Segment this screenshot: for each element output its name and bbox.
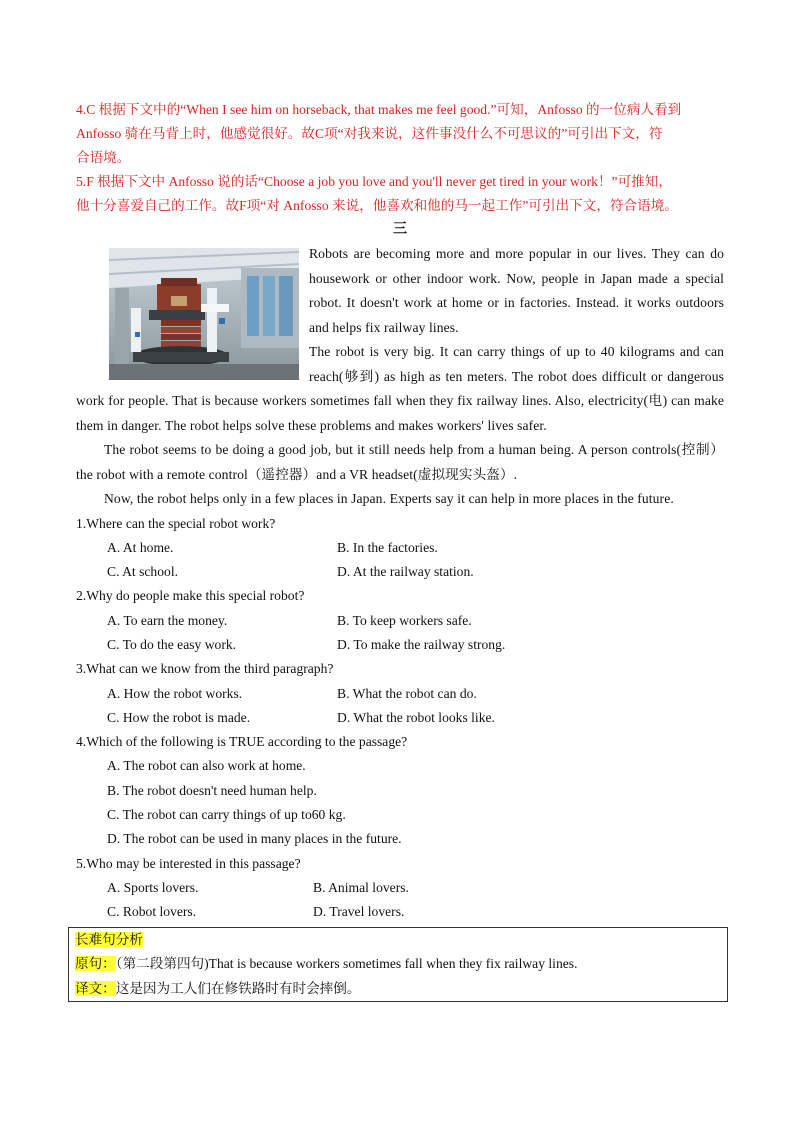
option-5c: C. Robot lovers. xyxy=(107,904,197,920)
paragraph-4: Now, the robot helps only in a few places in Japan. Experts say it can help in more places in the future. xyxy=(104,491,674,506)
option-4a: A. The robot can also work at home. xyxy=(107,758,306,774)
question-list xyxy=(76,512,724,925)
reading-passage xyxy=(76,242,724,512)
translation-label: 译文： xyxy=(75,980,116,996)
option-5d: D. Travel lovers. xyxy=(313,904,405,920)
analysis-heading: 长难句分析 xyxy=(75,931,143,947)
question-1: 1.Where can the special robot work? xyxy=(76,515,276,531)
paragraph-2: The robot is very big. It can carry things of up to 40 kilograms and can reach(够到) as high as ten meters. The robot does difficult or dangerous work for people. That is because workers sometimes fall when they fix railway lines. Also, electricity(电) can make them in danger. The robot helps solve these problems and makes workers' lives safer. xyxy=(76,344,724,433)
option-5b: B. Animal lovers. xyxy=(313,879,409,895)
option-2a: A. To earn the money. xyxy=(107,612,228,628)
question-4: 4.Which of the following is TRUE according to the passage? xyxy=(76,734,408,750)
question-2: 2.Why do people make this special robot? xyxy=(76,588,305,604)
answer-5-line-1: 5.F 根据下文中 Anfosso 说的话“Choose a job you love and you'll never get tired in your work！”可推知， xyxy=(76,174,672,189)
question-4-options xyxy=(76,754,724,851)
answer-explanations xyxy=(76,98,724,218)
option-2c: C. To do the easy work. xyxy=(107,636,237,652)
translation-sentence: 这是因为工人们在修铁路时有时会摔倒。 xyxy=(115,980,361,996)
option-2b: B. To keep workers safe. xyxy=(337,612,472,628)
option-2d: D. To make the railway strong. xyxy=(337,636,506,652)
option-3a: A. How the robot works. xyxy=(107,685,243,701)
robot-illustration xyxy=(109,248,299,380)
answer-5-line-2: 他十分喜爱自己的工作。故F项“对 Anfosso 来说，他喜欢和他的马一起工作”可引出下文，符合语境。 xyxy=(76,198,678,213)
option-1d: D. At the railway station. xyxy=(337,564,474,580)
section-title: 三 xyxy=(393,222,407,237)
option-4b: B. The robot doesn't need human help. xyxy=(107,782,317,798)
answer-4-line-1: 4.C 根据下文中的“When I see him on horseback, that makes me feel good.”可知，Anfosso 的一位病人看到 xyxy=(76,102,682,117)
option-4d: D. The robot can be used in many places in the future. xyxy=(107,831,402,847)
question-3-options xyxy=(76,682,724,731)
question-5-options xyxy=(76,876,724,925)
option-3d: D. What the robot looks like. xyxy=(337,709,495,725)
option-1a: A. At home. xyxy=(107,539,174,555)
question-3: 3.What can we know from the third paragraph? xyxy=(76,661,334,677)
question-5: 5.Who may be interested in this passage? xyxy=(76,855,301,871)
option-3c: C. How the robot is made. xyxy=(107,709,251,725)
sentence-analysis-box xyxy=(68,927,728,1003)
option-4c: C. The robot can carry things of up to60 kg. xyxy=(107,807,346,823)
question-2-options xyxy=(76,609,724,658)
paragraph-3: The robot seems to be doing a good job, but it still needs help from a human being. A person controls(控制）the robot with a remote control（遥控器）and a VR headset(虚拟现实头盔）. xyxy=(76,442,724,482)
question-1-options xyxy=(76,536,724,585)
answer-4-line-3: 合语境。 xyxy=(76,150,131,165)
option-5a: A. Sports lovers. xyxy=(107,879,199,895)
document-page xyxy=(76,98,724,1002)
option-1c: C. At school. xyxy=(107,564,178,580)
robot-photo xyxy=(109,248,299,380)
option-3b: B. What the robot can do. xyxy=(337,685,477,701)
original-sentence: （第二段第四句)That is because workers sometimes fall when they fix railway lines. xyxy=(115,956,578,972)
paragraph-1: Robots are becoming more and more popular in our lives. They can do housework or other indoor work. Now, people in Japan made a special robot. It doesn't work at home or in factories. Instead. it works outdoors and helps fix railway lines. xyxy=(309,246,724,335)
original-label: 原句： xyxy=(75,956,116,972)
option-1b: B. In the factories. xyxy=(337,539,438,555)
answer-4-line-2: Anfosso 骑在马背上时，他感觉很好。故C项“对我来说，这件事没什么不可思议的”可引出下文，符 xyxy=(76,126,663,141)
